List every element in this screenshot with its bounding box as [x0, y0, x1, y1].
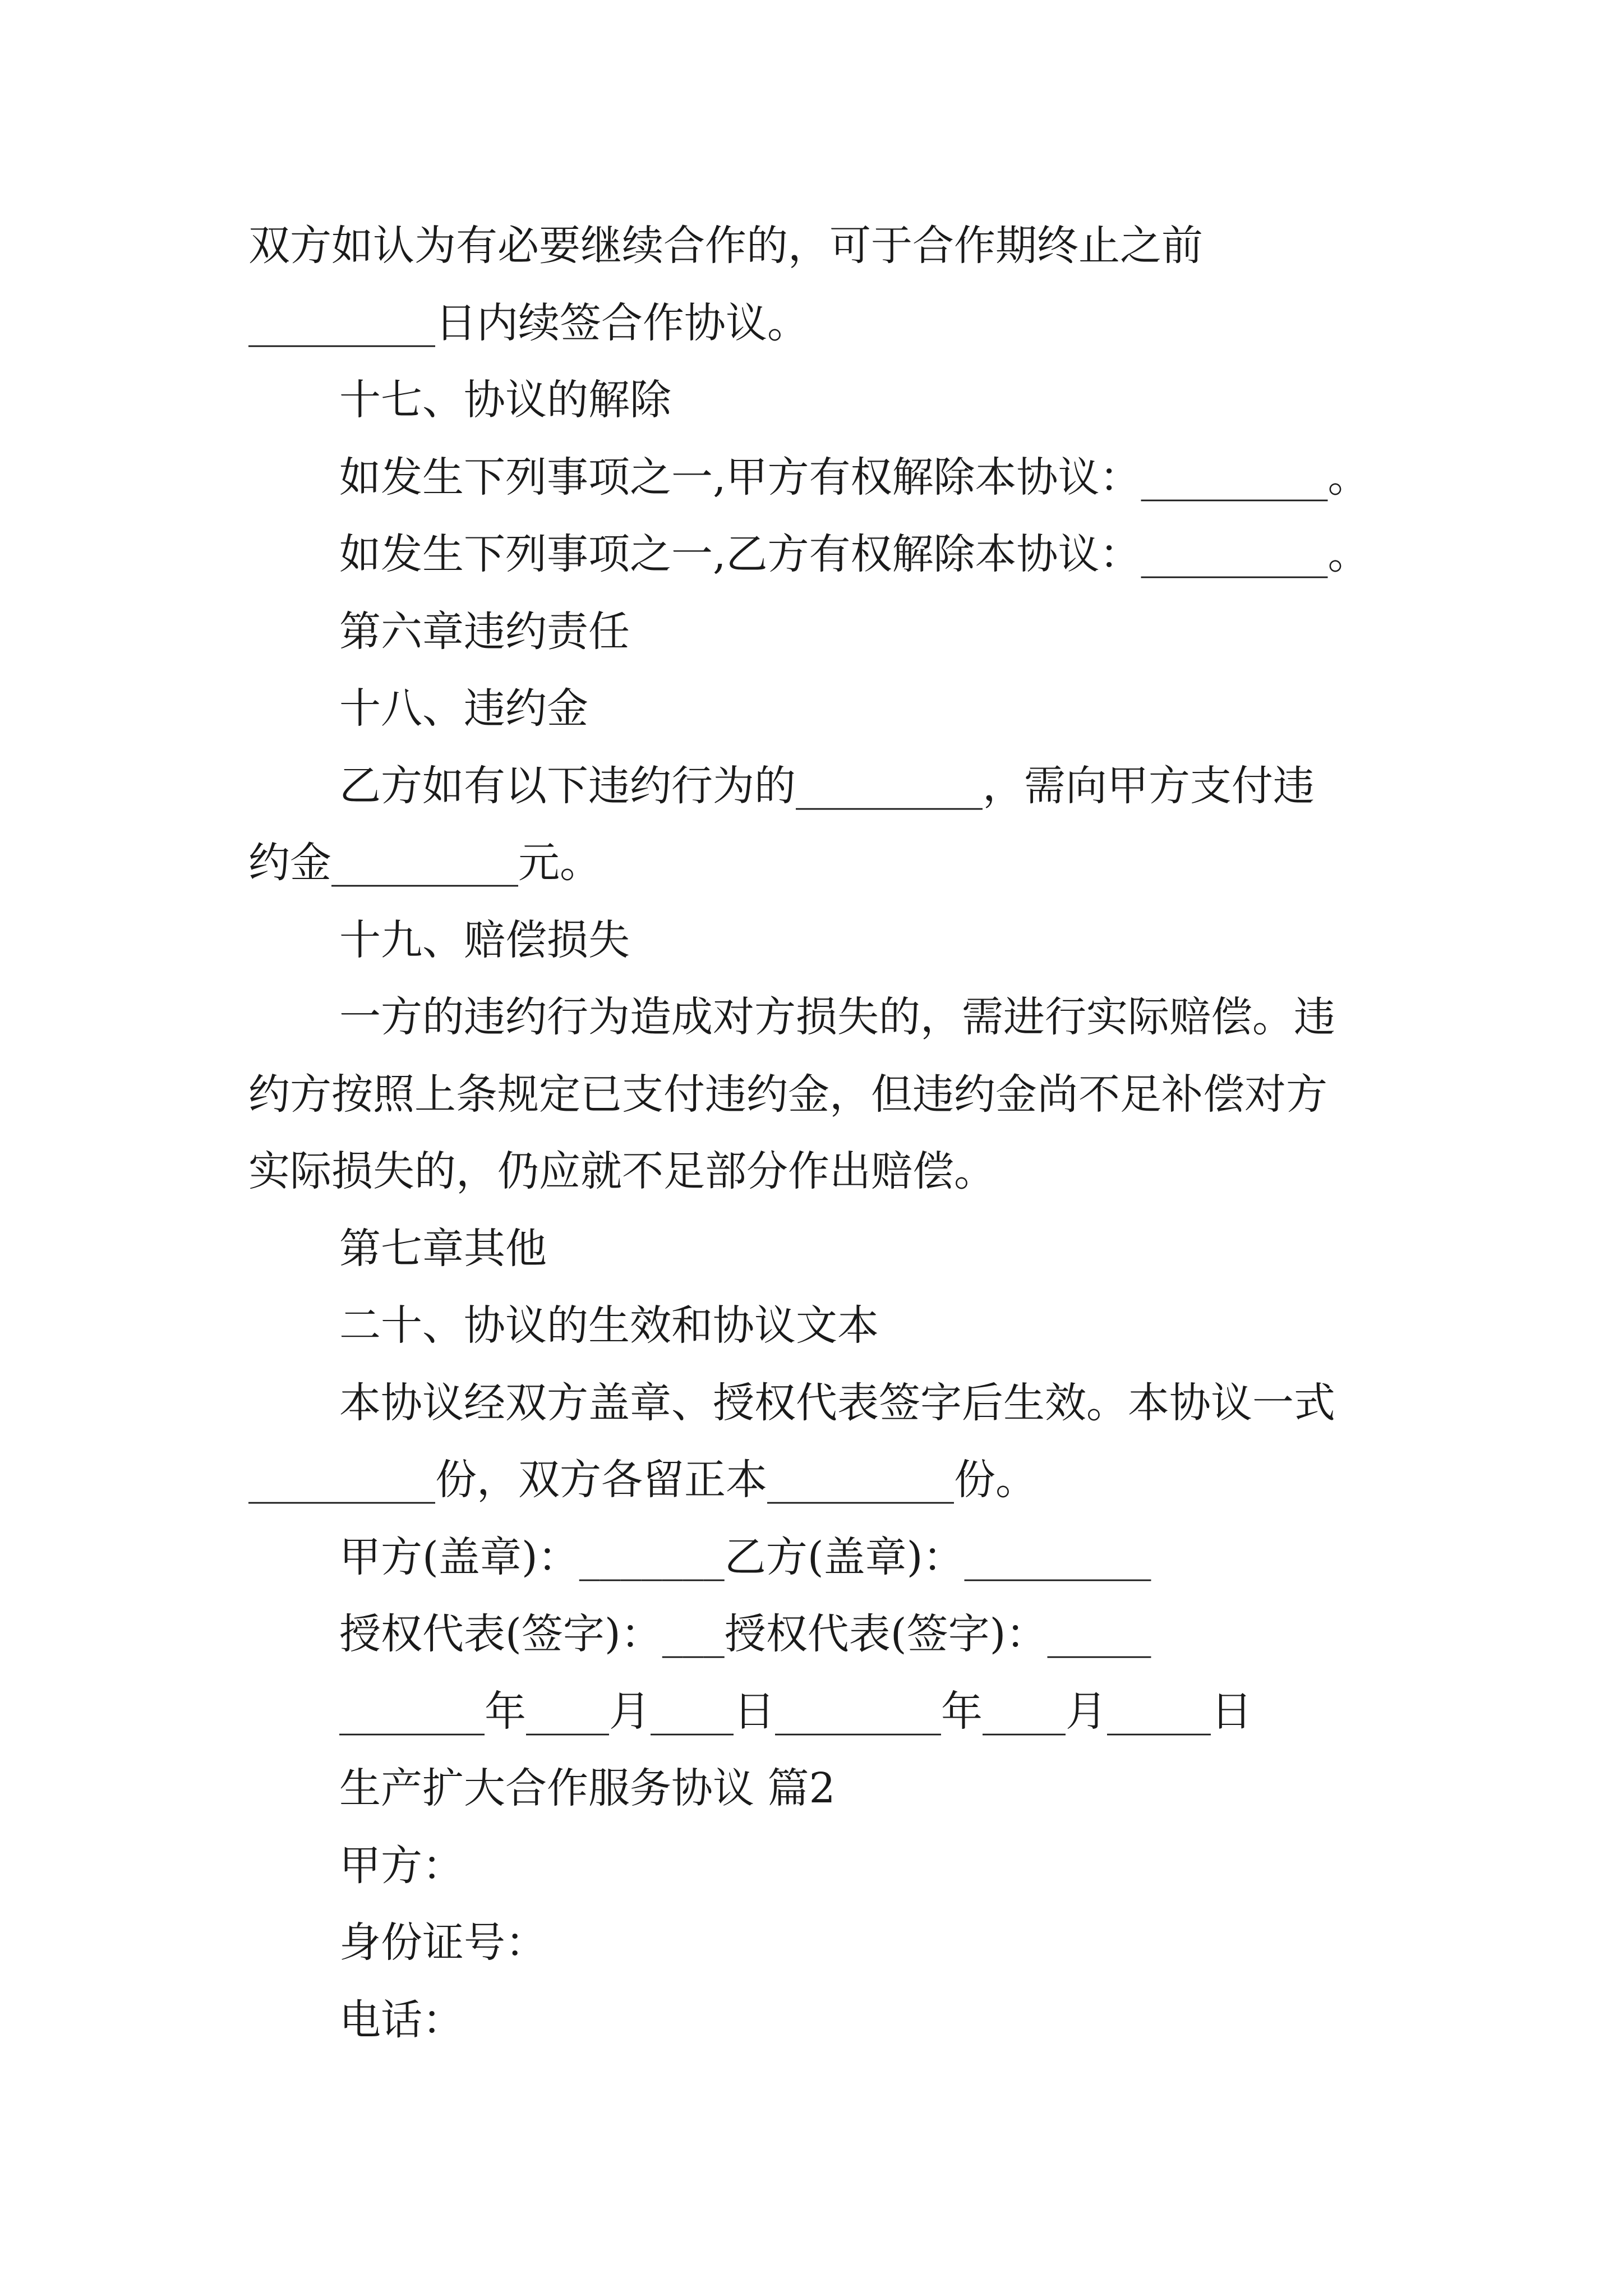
signature-line-representative: 授权代表(签字)：___授权代表(签字)：_____: [339, 1610, 1151, 1658]
paragraph-line: 实际损失的，仍应就不足部分作出赔偿。: [248, 1147, 995, 1195]
paragraph-line: 如发生下列事项之一,甲方有权解除本协议：_________。: [339, 453, 1370, 501]
chapter-heading: 第七章其他: [339, 1225, 547, 1273]
section-heading: 二十、协议的生效和协议文本: [339, 1301, 879, 1350]
id-number-label: 身份证号：: [339, 1918, 547, 1967]
section-heading: 十九、赔偿损失: [339, 916, 630, 964]
paragraph-line: 本协议经双方盖章、授权代表签字后生效。本协议一式: [339, 1379, 1335, 1427]
section-heading: 十八、违约金: [339, 684, 588, 733]
signature-line-date: _______年____月____日________年____月_____日: [339, 1687, 1252, 1736]
signature-line-seal: 甲方(盖章)：_______乙方(盖章)：_________: [339, 1533, 1151, 1581]
paragraph-line: 乙方如有以下违约行为的_________，需向甲方支付违: [339, 762, 1315, 810]
paragraph-line: 一方的违约行为造成对方损失的，需进行实际赔偿。违: [339, 993, 1335, 1041]
paragraph-line: 双方如认为有必要继续合作的，可于合作期终止之前: [248, 222, 1203, 270]
party-a-label: 甲方：: [339, 1842, 464, 1890]
paragraph-line: 约金_________元。: [248, 839, 601, 887]
chapter-heading: 第六章违约责任: [339, 608, 630, 656]
paragraph-line: 如发生下列事项之一,乙方有权解除本协议：_________。: [339, 530, 1370, 578]
section-heading: 十七、协议的解除: [339, 376, 671, 424]
paragraph-line: _________日内续签合作协议。: [248, 299, 809, 347]
document-title: 生产扩大合作服务协议 篇2: [339, 1764, 836, 1812]
phone-label: 电话：: [339, 1996, 464, 2044]
paragraph-line: 约方按照上条规定已支付违约金，但违约金尚不足补偿对方: [248, 1070, 1327, 1119]
paragraph-line: _________份，双方各留正本_________份。: [248, 1456, 1037, 1504]
